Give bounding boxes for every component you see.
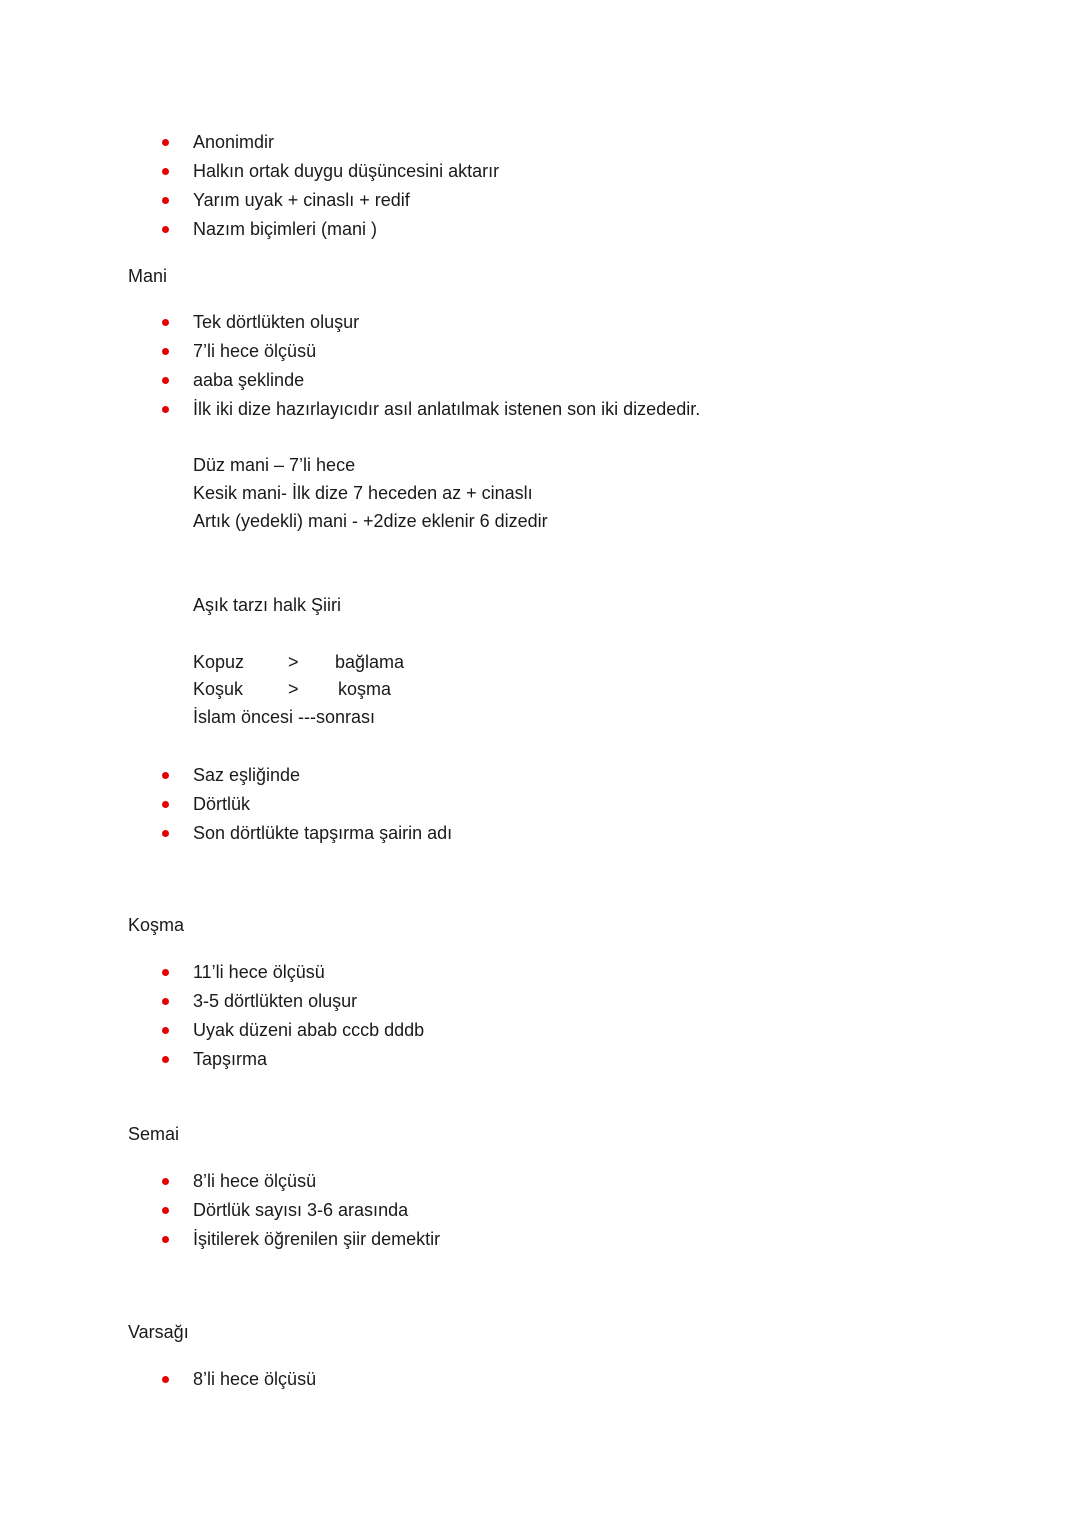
- list-item: Dörtlük: [193, 794, 251, 814]
- list-item: Nazım biçimleri (mani ): [193, 219, 378, 239]
- bullet-icon: [162, 1027, 169, 1034]
- list-item: İlk iki dize hazırlayıcıdır asıl anlatılmak istenen son iki dizededir.: [193, 399, 701, 419]
- bullet-icon: [162, 830, 169, 837]
- pair-left: Kopuz: [193, 652, 245, 672]
- bullet-icon: [162, 801, 169, 808]
- pair-right: koşma: [338, 679, 392, 699]
- bullet-icon: [162, 377, 169, 384]
- bullet-icon: [162, 1178, 169, 1185]
- islam-line: İslam öncesi ---sonrası: [193, 707, 376, 727]
- pair-left: Koşuk: [193, 679, 244, 699]
- bullet-icon: [162, 1236, 169, 1243]
- mani-type: Artık (yedekli) mani - +2dize eklenir 6 dizedir: [193, 511, 548, 531]
- bullet-icon: [162, 139, 169, 146]
- bullet-icon: [162, 197, 169, 204]
- list-item: 11’li hece ölçüsü: [193, 962, 325, 982]
- pair-separator: >: [288, 652, 299, 672]
- mani-type: Kesik mani- İlk dize 7 heceden az + cinaslı: [193, 483, 533, 503]
- bullet-icon: [162, 1207, 169, 1214]
- bullet-icon: [162, 348, 169, 355]
- bullet-icon: [162, 772, 169, 779]
- list-item: Yarım uyak + cinaslı + redif: [193, 190, 410, 210]
- list-item: aaba şeklinde: [193, 370, 305, 390]
- section-heading-semai: Semai: [128, 1124, 180, 1144]
- bullet-icon: [162, 168, 169, 175]
- list-item: Dörtlük sayısı 3-6 arasında: [193, 1200, 409, 1220]
- bullet-icon: [162, 1056, 169, 1063]
- list-item: Saz eşliğinde: [193, 765, 301, 785]
- bullet-icon: [162, 226, 169, 233]
- bullet-icon: [162, 969, 169, 976]
- bullet-icon: [162, 1376, 169, 1383]
- list-item: 8’li hece ölçüsü: [193, 1369, 317, 1389]
- list-item: Anonimdir: [193, 132, 275, 152]
- bullet-icon: [162, 319, 169, 326]
- list-item: İşitilerek öğrenilen şiir demektir: [193, 1229, 441, 1249]
- section-heading-varsagi: Varsağı: [128, 1322, 189, 1342]
- section-heading-kosma: Koşma: [128, 915, 185, 935]
- list-item: Tek dörtlükten oluşur: [193, 312, 360, 332]
- list-item: 7’li hece ölçüsü: [193, 341, 317, 361]
- mani-type: Düz mani – 7’li hece: [193, 455, 356, 475]
- pair-separator: >: [288, 679, 299, 699]
- list-item: Tapşırma: [193, 1049, 268, 1069]
- list-item: 8’li hece ölçüsü: [193, 1171, 317, 1191]
- bullet-icon: [162, 406, 169, 413]
- list-item: Uyak düzeni abab cccb dddb: [193, 1020, 425, 1040]
- list-item: Son dörtlükte tapşırma şairin adı: [193, 823, 453, 843]
- list-item: Halkın ortak duygu düşüncesini aktarır: [193, 161, 500, 181]
- list-item: 3-5 dörtlükten oluşur: [193, 991, 358, 1011]
- section-heading-mani: Mani: [128, 266, 168, 286]
- bullet-icon: [162, 998, 169, 1005]
- pair-right: bağlama: [335, 652, 405, 672]
- section-title-asik: Aşık tarzı halk Şiiri: [193, 595, 342, 615]
